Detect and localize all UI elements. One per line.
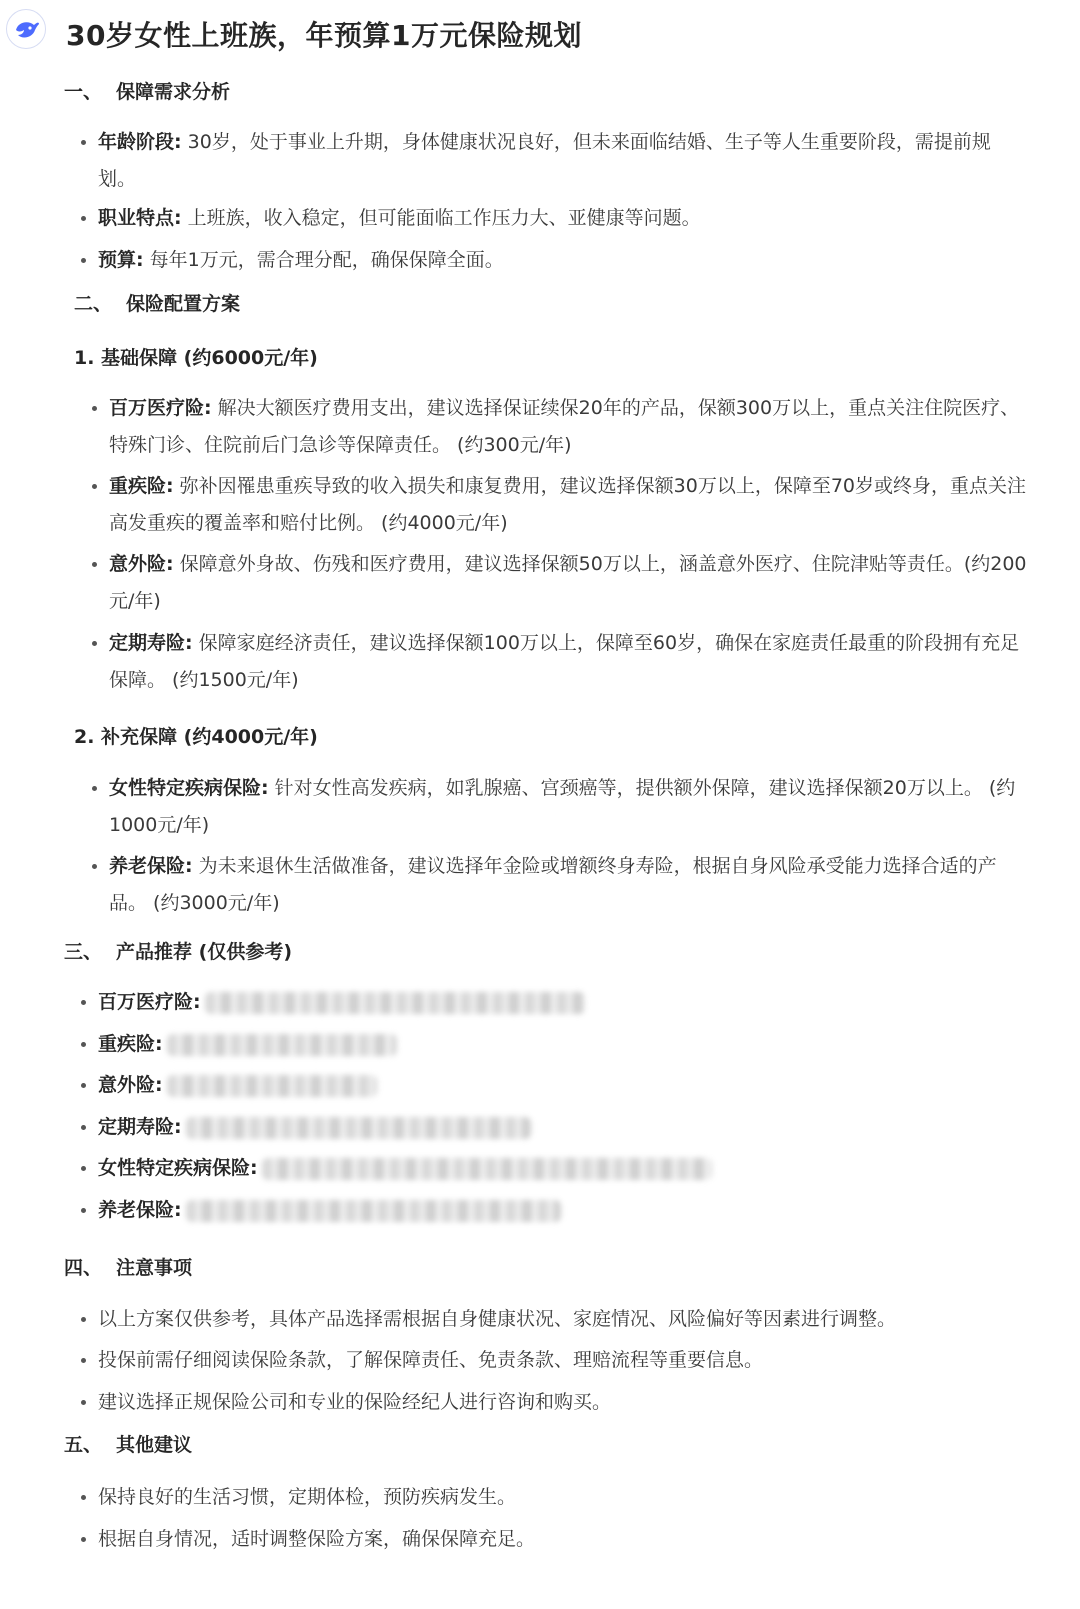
section-title: 产品推荐 (仅供参考) bbox=[116, 941, 292, 963]
list-item: 保持良好的生活习惯，定期体检，预防疾病发生。 bbox=[98, 1479, 1018, 1516]
redacted-text bbox=[262, 1158, 712, 1180]
list-item: 意外险: bbox=[98, 1067, 377, 1104]
list-item: 以上方案仅供参考，具体产品选择需根据自身健康状况、家庭情况、风险偏好等因素进行调整。 bbox=[98, 1301, 1018, 1338]
page-title: 30岁女性上班族，年预算1万元保险规划 bbox=[66, 19, 582, 52]
list-item: 职业特点: 上班族，收入稳定，但可能面临工作压力大、亚健康等问题。 bbox=[98, 200, 1018, 237]
section-number: 四、 bbox=[64, 1257, 103, 1279]
section-title: 其他建议 bbox=[116, 1434, 193, 1456]
whale-logo-icon bbox=[6, 9, 46, 49]
list-item: 百万医疗险: 解决大额医疗费用支出，建议选择保证续保20年的产品，保额300万以上，重点关注住院医疗、特殊门诊、住院前后门急诊等保障责任。 (约300元/年) bbox=[109, 390, 1029, 464]
list-item: 预算: 每年1万元，需合理分配，确保保障全面。 bbox=[98, 242, 1018, 279]
section-heading-products bbox=[64, 937, 292, 964]
redacted-text bbox=[167, 1034, 397, 1056]
list-item: 女性特定疾病保险: bbox=[98, 1150, 712, 1187]
list-item: 百万医疗险: bbox=[98, 984, 585, 1021]
subsection-title-supplement: 2. 补充保障 (约4000元/年) bbox=[74, 726, 318, 748]
list-item: 女性特定疾病保险: 针对女性高发疾病，如乳腺癌、宫颈癌等，提供额外保障，建议选择保额20万以上。 (约1000元/年) bbox=[109, 770, 1029, 844]
redacted-text bbox=[167, 1075, 377, 1097]
list-item: 重疾险: 弥补因罹患重疾导致的收入损失和康复费用，建议选择保额30万以上，保障至70岁或终身，重点关注高发重疾的覆盖率和赔付比例。 (约4000元/年) bbox=[109, 468, 1029, 542]
section-title: 保障需求分析 bbox=[116, 81, 231, 103]
section-title: 注意事项 bbox=[116, 1257, 193, 1279]
section-heading-advice bbox=[64, 1430, 192, 1457]
list-item: 投保前需仔细阅读保险条款，了解保障责任、免责条款、理赔流程等重要信息。 bbox=[98, 1342, 1018, 1379]
section-heading-needs bbox=[64, 77, 230, 104]
list-item: 年龄阶段: 30岁，处于事业上升期，身体健康状况良好，但未来面临结婚、生子等人生重要阶段，需提前规划。 bbox=[98, 124, 1018, 198]
redacted-text bbox=[186, 1117, 531, 1139]
list-item: 养老保险: bbox=[98, 1192, 561, 1229]
list-item: 建议选择正规保险公司和专业的保险经纪人进行咨询和购买。 bbox=[98, 1384, 1018, 1421]
list-item: 根据自身情况，适时调整保险方案，确保保障充足。 bbox=[98, 1521, 1018, 1558]
list-item: 养老保险: 为未来退休生活做准备，建议选择年金险或增额终身寿险，根据自身风险承受能力选择合适的产品。 (约3000元/年) bbox=[109, 848, 1029, 922]
section-number: 五、 bbox=[64, 1434, 103, 1456]
redacted-text bbox=[186, 1200, 561, 1222]
list-item: 定期寿险: bbox=[98, 1109, 531, 1146]
list-item: 意外险: 保障意外身故、伤残和医疗费用，建议选择保额50万以上，涵盖意外医疗、住院津贴等责任。(约200元/年) bbox=[109, 546, 1029, 620]
section-number: 一、 bbox=[64, 81, 103, 103]
section-number: 三、 bbox=[64, 941, 103, 963]
section-heading-plan bbox=[74, 289, 240, 316]
section-number: 二、 bbox=[74, 293, 113, 315]
list-item: 定期寿险: 保障家庭经济责任，建议选择保额100万以上，保障至60岁，确保在家庭责任最重的阶段拥有充足保障。 (约1500元/年) bbox=[109, 625, 1029, 699]
subsection-title-basic: 1. 基础保障 (约6000元/年) bbox=[74, 347, 318, 369]
list-item: 重疾险: bbox=[98, 1026, 397, 1063]
section-heading-notes bbox=[64, 1253, 192, 1280]
section-title: 保险配置方案 bbox=[126, 293, 241, 315]
redacted-text bbox=[205, 992, 585, 1014]
